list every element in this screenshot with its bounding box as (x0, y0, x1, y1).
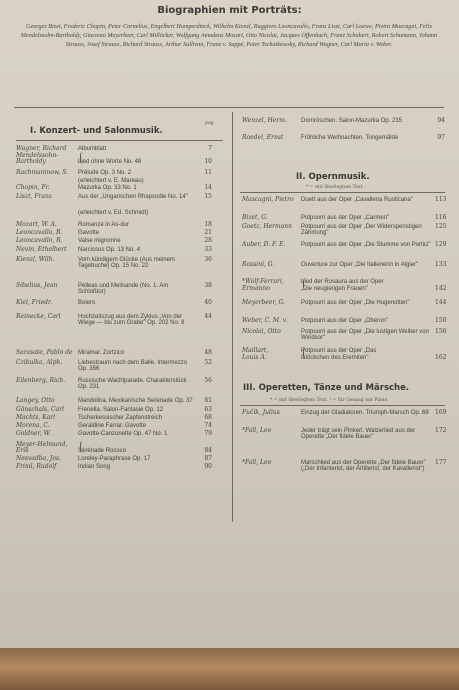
entry-row (16, 359, 212, 373)
composer-name: Kiel, Friedr. (16, 299, 53, 306)
entry-row (16, 282, 212, 296)
header-divider (14, 107, 444, 108)
page-number: 28 (204, 237, 212, 244)
composer-name: Nicolai, Otto (242, 328, 281, 335)
page-number: 169 (435, 409, 447, 416)
piece-title: Gavotte (78, 230, 100, 236)
composer-name: Fučík, Julius (242, 409, 280, 416)
piece-title: Einzug der Gladiatoren. Triumph-Marsch Op. 68 (301, 410, 429, 416)
entry-row (16, 194, 212, 204)
brace-maillart (303, 347, 307, 359)
section-operette-title: III. Operetten, Tänze und Märsche. (243, 383, 410, 393)
entry-row (242, 135, 445, 145)
composer-name: Czibulka, Alph. (16, 359, 63, 366)
page-number: 44 (204, 313, 212, 320)
piece-title: Mazurka Op. 33 No. 1 (78, 185, 137, 191)
page-title: Biographien mit Porträts: (157, 5, 302, 16)
composer-name: Erik (16, 447, 29, 454)
section-oper-title: II. Opernmusik. (296, 172, 370, 182)
composer-name: Gänschals, Carl (16, 406, 64, 413)
composer-name: Wagner, Richard (16, 145, 67, 152)
page-number: 63 (204, 406, 212, 413)
composer-name: Machts, Karl (16, 414, 56, 421)
section-konzert-title: I. Konzert- und Salonmusik. (30, 126, 163, 136)
composer-name: Eilenberg, Rich. (16, 377, 66, 384)
brace-wolf-ferrari (303, 278, 307, 290)
entry-row (16, 431, 212, 441)
page-number: 56 (204, 377, 212, 384)
piece-title: Tscherkessischer Zapfenstreich (78, 415, 163, 421)
piece-title: Pelleas und Melisande (No. 1. Am Schloßtor) (78, 283, 169, 296)
page-number: 129 (435, 241, 447, 248)
page-number: 74 (204, 422, 212, 429)
composer-name: Morena, C. (16, 422, 50, 429)
page-number: 14 (204, 184, 212, 191)
composer-name: *Wolf-Ferrari, (242, 278, 284, 285)
page-number: 162 (435, 354, 447, 361)
entry-row (242, 286, 445, 296)
composer-name: Louis A. (242, 354, 267, 361)
composer-name: Nevin, Ethelbert (16, 246, 67, 253)
piece-title: Geraldine Farrar. Gavotte (78, 423, 147, 429)
page-number: 11 (204, 169, 212, 176)
page-number: 177 (435, 459, 447, 466)
composer-name: Rachmaninow, S. (16, 169, 69, 176)
entry-row (16, 210, 212, 220)
page-number: 97 (437, 134, 445, 141)
column-divider (232, 112, 233, 522)
piece-title: Russische Wachtparade. Charakterstück Op. 231 (78, 378, 187, 391)
composer-name: Auber, D. F. E. (242, 241, 286, 248)
piece-title: Jeder trägt sein Pinkerl. Walzerlied aus der Operette „Der fidele Bauer" (301, 428, 416, 441)
composer-name: Leoncavallo, R. (16, 229, 63, 236)
section-konzert-rule (16, 140, 223, 141)
piece-title: Loreley-Paraphrase Op. 17 (78, 456, 151, 462)
composer-name: *Fall, Leo (242, 427, 272, 434)
composer-name: Meyerbeer, G. (242, 299, 285, 306)
page-number: 79 (204, 430, 212, 437)
page-number: 116 (435, 214, 447, 221)
piece-title: Potpourri aus der Oper „Die Stumme von Portici" (301, 242, 431, 248)
composer-name: Rossini, G. (242, 261, 275, 268)
piece-title: Prélude Op. 3 No. 2 (78, 170, 132, 176)
piece-title: Potpourri aus der Oper „Oberon" (301, 318, 388, 324)
page-number: 150 (435, 317, 447, 324)
page-number: 156 (435, 328, 447, 335)
piece-title: Albumblatt (78, 146, 107, 152)
piece-title: Aus der „Ungarischen Rhapsodie No. 14" (78, 194, 188, 200)
composer-name: Bartholdy (16, 158, 46, 165)
section-operette-note: * = mit überlegtem Text. ¹ = für Gesang mit Piano. (270, 398, 389, 403)
composer-name: Goetz, Hermann (242, 223, 292, 230)
pag-label: pag. (205, 121, 216, 126)
entry-row (16, 256, 212, 270)
section-oper-rule (240, 192, 445, 193)
page-number: 113 (435, 196, 447, 203)
composer-name: Langey, Otto (16, 397, 55, 404)
entry-row (242, 242, 445, 252)
piece-title: Sérénade Rococo (78, 448, 127, 454)
composer-name: Chopin, Fr. (16, 184, 50, 191)
composer-name: Friml, Rudolf (16, 463, 57, 470)
page-number: 142 (435, 285, 447, 292)
piece-title: Miramar. Zortzico (78, 350, 125, 356)
piece-title: Valse mignonne (78, 238, 121, 244)
composer-name: Sibelius, Jean (16, 282, 58, 289)
composer-name: Roedel, Ernst (242, 134, 284, 141)
entry-row (16, 300, 212, 310)
composer-name: Maillart, (242, 347, 269, 354)
entry-row (16, 313, 212, 327)
entry-row (16, 377, 212, 391)
page-number: 90 (204, 463, 212, 470)
page-number: 36 (204, 256, 212, 263)
composer-name: Reinecke, Carl (16, 313, 61, 320)
page-number: 21 (204, 229, 212, 236)
entry-row (242, 262, 445, 272)
page-number: 87 (204, 455, 212, 462)
page-number: 94 (437, 117, 445, 124)
piece-title: Duett aus der Oper „Cavalleria Rusticana" (301, 197, 413, 203)
entry-row (16, 159, 212, 169)
entry-row (242, 427, 447, 441)
entry-row (242, 328, 447, 342)
composer-name: Leoncavallo, R. (16, 237, 63, 244)
composer-name: Goldner, W. (16, 430, 51, 437)
section-oper-note: * = mit überlegtem Text. (306, 185, 364, 190)
page-number: 10 (204, 158, 212, 165)
composer-name: Bizet, G. (242, 214, 268, 221)
piece-title: Potpourri aus der Oper „Der Widerspenstigen Zähmung" (301, 224, 422, 237)
page-number: 38 (204, 282, 212, 289)
composer-name: Sarasate, Pablo de (16, 349, 73, 356)
piece-title: Indian Song (78, 464, 111, 470)
page-number: 33 (204, 246, 212, 253)
composer-name: Wenzel, Herm. (242, 117, 287, 124)
section-operette-rule (240, 405, 445, 406)
entry-row (242, 118, 445, 128)
composer-name: Liszt, Franz (16, 193, 53, 200)
piece-title: (erleichtert v. E. Mareau) (78, 178, 144, 184)
piece-title: Potpourri aus der Oper „Die Hugenotten" (301, 300, 410, 306)
page-number: 48 (204, 349, 212, 356)
composer-name: Meyer-Helmund, (16, 441, 68, 448)
composer-name: Ermanno (242, 285, 270, 292)
piece-title: „Die neugierigen Frauen" (301, 286, 368, 292)
entry-row (242, 223, 447, 237)
page-number: 61 (204, 397, 212, 404)
page-number: 40 (204, 299, 212, 306)
piece-title: Frenella. Salon-Fantasie Op. 12 (78, 407, 164, 413)
composer-name: Mendelssohn- (16, 152, 59, 159)
piece-title: Fröhliche Weihnachten. Tongemälde (301, 135, 399, 141)
page-number: 15 (204, 193, 212, 200)
composer-name: Kienzl, Wilh. (16, 256, 55, 263)
piece-title: Liebestraum nach dem Balle. Intermezzo Op. 356 (78, 360, 188, 373)
piece-title: Ouverture zur Oper „Die Italienerin in Algier" (301, 262, 419, 268)
composer-list: Georges Bizet, Frederic Chopin, Peter Cornelius, Engelbert Humperdinck, Wilhelm Kienzl, Ruggiero Leoncavallo, Franz Liszt, Carl Loewe, Pietro Mascagni, Felix Mendelssohn-Bartholdy, Giacomo Meyerbeer, Carl Millöcker, Wolfgang Amadeus Mozart, Otto Nicolai, Jacques Offenbach, Franz Schubert, Robert Schumann, Johann Strauss, Josef Strauss, Richard Strauss, Arthur Sullivan, Franz v. Suppé, Peter Tschaikowsky, Richard Wagner, Carl Maria v. Weber. (20, 23, 438, 49)
piece-title: Potpourri aus der Oper „Das (301, 348, 377, 354)
composer-name: Nesvadba, Jos. (16, 455, 61, 462)
composer-name: Mascagni, Pietro (242, 196, 294, 203)
brace-mendelssohn (80, 152, 84, 164)
piece-title: Narcissus Op. 13 No. 4 (78, 247, 141, 253)
piece-title: Potpourri aus der Oper „Die lustigen Weiber von Windsor" (301, 329, 429, 342)
page-number: 68 (204, 414, 212, 421)
page-number: 18 (204, 221, 212, 228)
page-number: 84 (204, 447, 212, 454)
piece-title: Glöckchen des Eremiten" (301, 355, 369, 361)
page-number: 52 (204, 359, 212, 366)
entry-row (242, 459, 447, 473)
entry-row (242, 355, 445, 365)
page-number: 144 (435, 299, 447, 306)
piece-title: Mandolina. Mexikanische Serenade Op. 37 (78, 398, 193, 404)
entry-row (242, 197, 445, 207)
piece-title: Lied ohne Worte No. 48 (78, 159, 142, 165)
entry-row (242, 410, 445, 420)
piece-title: Vom kündigem Glücke (Aus meinem Tagebuche) Op. 15 No. 22 (78, 257, 176, 270)
page-number: 7 (208, 145, 212, 152)
page-number: 172 (435, 427, 447, 434)
page-number: 133 (435, 261, 447, 268)
entry-row (16, 464, 212, 474)
entry-row (242, 300, 445, 310)
piece-title: (erleichtert v. Ed. Schmidt) (78, 210, 149, 216)
composer-name: Mozart, W. A. (16, 221, 57, 228)
piece-title: Bolero (78, 300, 96, 306)
piece-title: Potpourri aus der Oper „Carmen" (301, 215, 390, 221)
piece-title: Romanze in As-dur (78, 222, 130, 228)
entry-row (242, 318, 445, 328)
composer-name: Weber, C. M. v. (242, 317, 288, 324)
piece-title: Gavotte-Canzonette Op. 47 No. 1 (78, 431, 168, 437)
piece-title: Hochzeitszug aus dem Zyklus „Von der Wiege — bis zum Grabe" Op. 202 No. 8 (78, 314, 185, 327)
composer-name: *Fall, Leo (242, 459, 272, 466)
wooden-table (0, 648, 459, 690)
piece-title: Lied der Rosaura aus der Oper (301, 279, 384, 285)
brace-meyer-helmund (80, 441, 84, 453)
page-number: 125 (435, 223, 447, 230)
piece-title: Marschlied aus der Operette „Der fidele Bauer" („Der Infanterist, der Artillerist, der Kavallerist") (301, 460, 426, 473)
piece-title: Dornröschen. Salon-Mazurka Op. 235 (301, 118, 403, 124)
